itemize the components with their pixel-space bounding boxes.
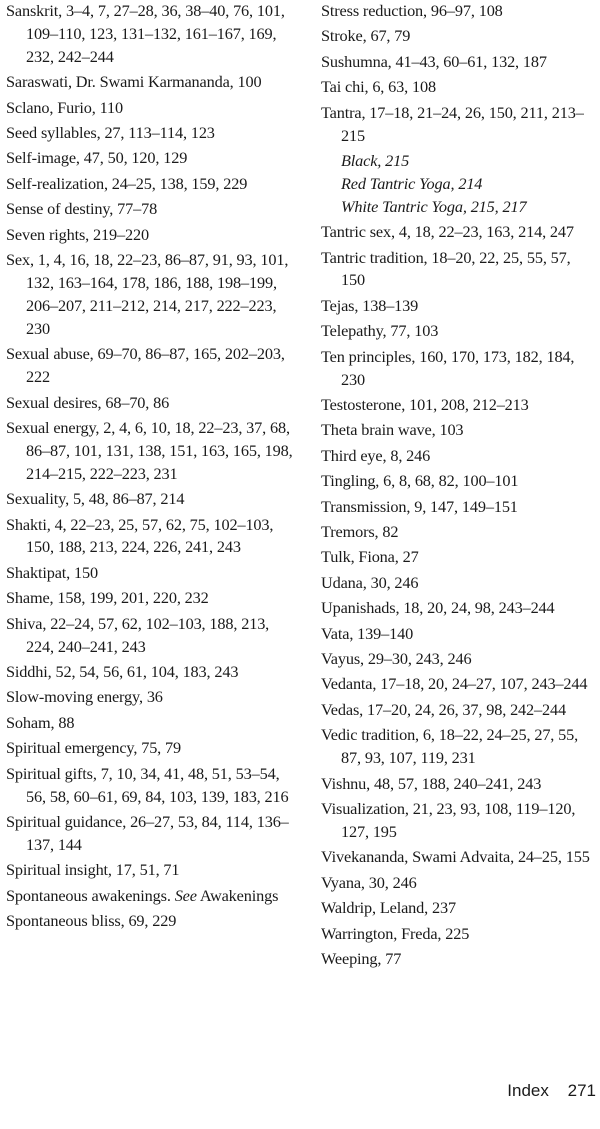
index-entry — [321, 798, 597, 844]
index-entry — [321, 673, 597, 696]
index-entry — [6, 392, 294, 415]
index-page-refs: 24–25, 155 — [517, 847, 590, 867]
index-term: Shaktipat, — [6, 562, 71, 582]
page-number: 271 — [567, 1081, 596, 1100]
index-entry — [321, 724, 597, 770]
section-label: Index — [507, 1081, 549, 1100]
index-subentry: Black, 215 — [341, 150, 410, 170]
index-term: Sanskrit, — [6, 1, 63, 20]
index-page-refs: 88 — [58, 712, 75, 732]
index-term: Shiva, — [6, 613, 47, 633]
index-term: Transmission, — [321, 496, 411, 516]
index-page-refs: 68–70, 86 — [105, 392, 170, 412]
index-term: Third eye, — [321, 445, 387, 465]
index-page-refs: 26–27, 53, 84, 114, 136–137, 144 — [26, 811, 289, 854]
page-footer — [507, 1081, 596, 1101]
index-page-refs: 48, 57, 188, 240–241, 243 — [374, 773, 542, 793]
index-term: Tulk, Fiona, — [321, 547, 399, 567]
index-term: Spiritual gifts, — [6, 763, 97, 783]
index-term: Tantra, — [321, 102, 366, 122]
index-term: Siddhi, — [6, 661, 52, 681]
index-entry — [6, 224, 294, 247]
index-term: Slow-moving energy, — [6, 687, 143, 707]
index-page-refs: 77 — [385, 948, 402, 968]
index-term: Telepathy, — [321, 321, 387, 341]
index-term: Vata, — [321, 623, 354, 643]
index-term: Sushumna, — [321, 51, 392, 71]
index-entry — [6, 147, 294, 170]
index-term: Saraswati, Dr. Swami Karmananda, — [6, 72, 234, 92]
index-page-refs: 52, 54, 56, 61, 104, 183, 243 — [55, 661, 239, 681]
index-entry — [321, 247, 597, 293]
index-term: Udana, — [321, 572, 367, 592]
index-term: Self-image, — [6, 148, 80, 168]
index-term: Weeping, — [321, 948, 382, 968]
index-entry — [6, 686, 294, 709]
index-entry — [6, 885, 294, 908]
index-page-refs: 18, 20, 24, 98, 243–244 — [403, 598, 555, 618]
index-term: Sex, — [6, 250, 34, 270]
index-page-refs: 96–97, 108 — [430, 1, 503, 20]
index-term: Tantric sex, — [321, 222, 395, 242]
index-term: Seven rights, — [6, 224, 90, 244]
index-page-refs: 36 — [146, 687, 163, 707]
index-page-refs: 219–220 — [93, 224, 149, 244]
index-entry — [321, 0, 597, 23]
index-term: Tremors, — [321, 522, 379, 542]
index-page-refs: 101, 208, 212–213 — [409, 395, 529, 414]
index-column-right — [321, 0, 597, 973]
index-entry — [321, 872, 597, 895]
index-term: Self-realization, — [6, 173, 108, 193]
index-page-refs: 24–25, 138, 159, 229 — [111, 173, 248, 193]
index-entry — [6, 562, 294, 585]
index-subentry: White Tantric Yoga, 215, 217 — [341, 196, 527, 216]
index-entry — [321, 51, 597, 74]
index-entry — [6, 811, 294, 857]
index-page-refs: 17–18, 20, 24–27, 107, 243–244 — [380, 674, 588, 694]
index-page-refs: 160, 170, 173, 182, 184, 230 — [341, 346, 575, 389]
index-entry — [321, 445, 597, 468]
index-page-refs: 82 — [382, 522, 399, 542]
index-entry — [6, 587, 294, 610]
index-term: Shame, — [6, 588, 54, 608]
index-entry — [321, 648, 597, 671]
index-entry — [6, 249, 294, 341]
index-entry — [6, 763, 294, 809]
index-entry — [6, 198, 294, 221]
index-entry — [321, 419, 597, 442]
index-term: Vayus, — [321, 649, 364, 669]
index-entry — [6, 488, 294, 511]
index-term: Stroke, — [321, 26, 367, 46]
index-entry — [321, 102, 597, 148]
index-page-refs: 110 — [99, 97, 124, 117]
index-page-refs: 7, 10, 34, 41, 48, 51, 53–54, 56, 58, 60–61, 69, 84, 103, 139, 183, 216 — [26, 763, 289, 806]
index-entry — [321, 394, 597, 417]
index-page-refs: 237 — [431, 898, 456, 918]
index-term: Vivekananda, Swami Advaita, — [321, 847, 515, 867]
index-page-refs: 100 — [237, 72, 262, 92]
index-entry — [321, 572, 597, 595]
index-page-refs: 4, 18, 22–23, 163, 214, 247 — [398, 222, 574, 242]
index-term: Vedic tradition, — [321, 725, 419, 745]
index-page-refs: 1, 4, 16, 18, 22–23, 86–87, 91, 93, 101, 132, 163–164, 178, 186, 188, 198–199, 206–207, 211–212, 214, 217, 222–223, 230 — [26, 250, 289, 338]
index-entry — [6, 514, 294, 560]
index-entry — [6, 417, 294, 486]
index-page-refs: 4, 22–23, 25, 57, 62, 75, 102–103, 150, 188, 213, 224, 226, 241, 243 — [26, 514, 274, 557]
index-page-refs: 6, 63, 108 — [372, 77, 436, 97]
index-page-refs: 69–70, 86–87, 165, 202–203, 222 — [26, 344, 285, 387]
index-entry — [321, 546, 597, 569]
index-term: Spiritual insight, — [6, 860, 112, 880]
index-entry — [6, 97, 294, 120]
index-page-refs: 17–18, 21–24, 26, 150, 211, 213–215 — [341, 102, 584, 145]
index-page-refs: 75, 79 — [141, 738, 182, 758]
index-entry — [321, 295, 597, 318]
index-page-refs: 27, 113–114, 123 — [104, 123, 215, 143]
index-page-refs: 5, 48, 86–87, 214 — [72, 489, 185, 509]
index-term: Warrington, Freda, — [321, 923, 442, 943]
index-entry — [6, 0, 294, 69]
index-page-refs: 158, 199, 201, 220, 232 — [57, 588, 209, 608]
index-term: Sexual energy, — [6, 417, 100, 437]
index-page-refs: 41–43, 60–61, 132, 187 — [395, 51, 547, 71]
index-entry — [321, 496, 597, 519]
index-entry — [321, 320, 597, 343]
index-term: Stress reduction, — [321, 1, 427, 20]
index-page-refs: 67, 79 — [370, 26, 411, 46]
index-entry — [6, 71, 294, 94]
index-page-refs: 22–24, 57, 62, 102–103, 188, 213, 224, 240–241, 243 — [26, 613, 270, 656]
index-entry — [321, 76, 597, 99]
index-page-refs: 21, 23, 93, 108, 119–120, 127, 195 — [341, 799, 576, 841]
index-entry — [321, 221, 597, 244]
index-page-refs: 3–4, 7, 27–28, 36, 38–40, 76, 101, 109–110, 123, 131–132, 161–167, 169, 232, 242–244 — [26, 1, 285, 66]
index-term: Tejas, — [321, 295, 359, 315]
index-page-refs: 29–30, 243, 246 — [367, 649, 472, 669]
index-page-refs: 6, 18–22, 24–25, 27, 55, 87, 93, 107, 119, 231 — [341, 725, 579, 768]
index-page-refs: 138–139 — [362, 295, 419, 315]
index-term: Seed syllables, — [6, 123, 101, 143]
index-entry — [321, 470, 597, 493]
index-page-refs: 47, 50, 120, 129 — [83, 148, 188, 168]
index-entry — [6, 712, 294, 735]
index-entry — [321, 923, 597, 946]
see-reference-label: See — [174, 885, 197, 905]
index-entry — [6, 737, 294, 760]
index-term: Shakti, — [6, 514, 51, 534]
index-entry — [321, 346, 597, 392]
index-page-refs: 77, 103 — [390, 321, 439, 341]
index-term: Tantric tradition, — [321, 247, 428, 267]
index-page-refs: 2, 4, 6, 10, 18, 22–23, 37, 68, 86–87, 101, 131, 138, 151, 163, 165, 198, 214–215, 222–223, 231 — [26, 417, 293, 483]
index-entry — [321, 699, 597, 722]
index-page-refs: 103 — [439, 420, 464, 440]
index-term: Vedanta, — [321, 674, 377, 694]
index-term: Upanishads, — [321, 598, 400, 618]
index-entry — [321, 948, 597, 971]
index-entry — [6, 173, 294, 196]
index-page-refs: 225 — [445, 923, 470, 943]
index-entry — [321, 773, 597, 796]
index-entry — [321, 597, 597, 620]
index-page-refs: Awakenings — [199, 885, 279, 905]
index-term: Waldrip, Leland, — [321, 898, 429, 918]
index-term: Spontaneous bliss, — [6, 911, 125, 931]
index-entry — [6, 661, 294, 684]
index-term: Vishnu, — [321, 773, 371, 793]
index-entry — [6, 613, 294, 659]
index-term: Sense of destiny, — [6, 199, 114, 219]
index-term: Testosterone, — [321, 395, 406, 414]
index-entry — [6, 910, 294, 933]
index-term: Tingling, — [321, 471, 380, 491]
index-entry — [321, 25, 597, 48]
index-term: Spiritual guidance, — [6, 811, 127, 831]
index-term: Sclano, Furio, — [6, 97, 96, 117]
index-term: Theta brain wave, — [321, 420, 436, 440]
index-term: Vyana, — [321, 872, 365, 892]
index-entry — [321, 846, 597, 869]
index-subentry: Red Tantric Yoga, 214 — [341, 173, 483, 193]
index-page-refs: 69, 229 — [128, 911, 177, 931]
index-term: Spiritual emergency, — [6, 738, 138, 758]
index-column-left — [6, 0, 294, 935]
index-page-refs: 8, 246 — [390, 445, 431, 465]
index-entry — [6, 122, 294, 145]
index-page-refs: 6, 8, 68, 82, 100–101 — [383, 471, 519, 491]
index-page-refs: 17, 51, 71 — [115, 860, 180, 880]
index-term: Vedas, — [321, 699, 364, 719]
index-page-refs: 150 — [74, 562, 98, 582]
index-page-refs: 30, 246 — [370, 572, 419, 592]
index-term: Sexuality, — [6, 489, 70, 509]
index-page-refs: 18–20, 22, 25, 55, 57, 150 — [341, 247, 571, 290]
index-page-refs: 77–78 — [117, 199, 158, 219]
index-term: Tai chi, — [321, 77, 369, 97]
index-term: Sexual desires, — [6, 392, 102, 412]
index-term: Sexual abuse, — [6, 344, 94, 364]
index-term: Soham, — [6, 712, 55, 732]
index-page-refs: 9, 147, 149–151 — [414, 496, 518, 516]
index-page-refs: 27 — [402, 547, 419, 567]
index-entry — [321, 897, 597, 920]
index-page-refs: 30, 246 — [368, 872, 417, 892]
index-term: Ten principles, — [321, 346, 416, 366]
index-page-refs: 17–20, 24, 26, 37, 98, 242–244 — [366, 699, 567, 719]
index-entry — [321, 521, 597, 544]
index-entry — [321, 623, 597, 646]
index-entry — [6, 859, 294, 882]
index-page-refs: 139–140 — [357, 623, 414, 643]
index-entry — [6, 343, 294, 389]
index-term: Visualization, — [321, 799, 409, 818]
index-term: Spontaneous awakenings. — [6, 885, 171, 905]
